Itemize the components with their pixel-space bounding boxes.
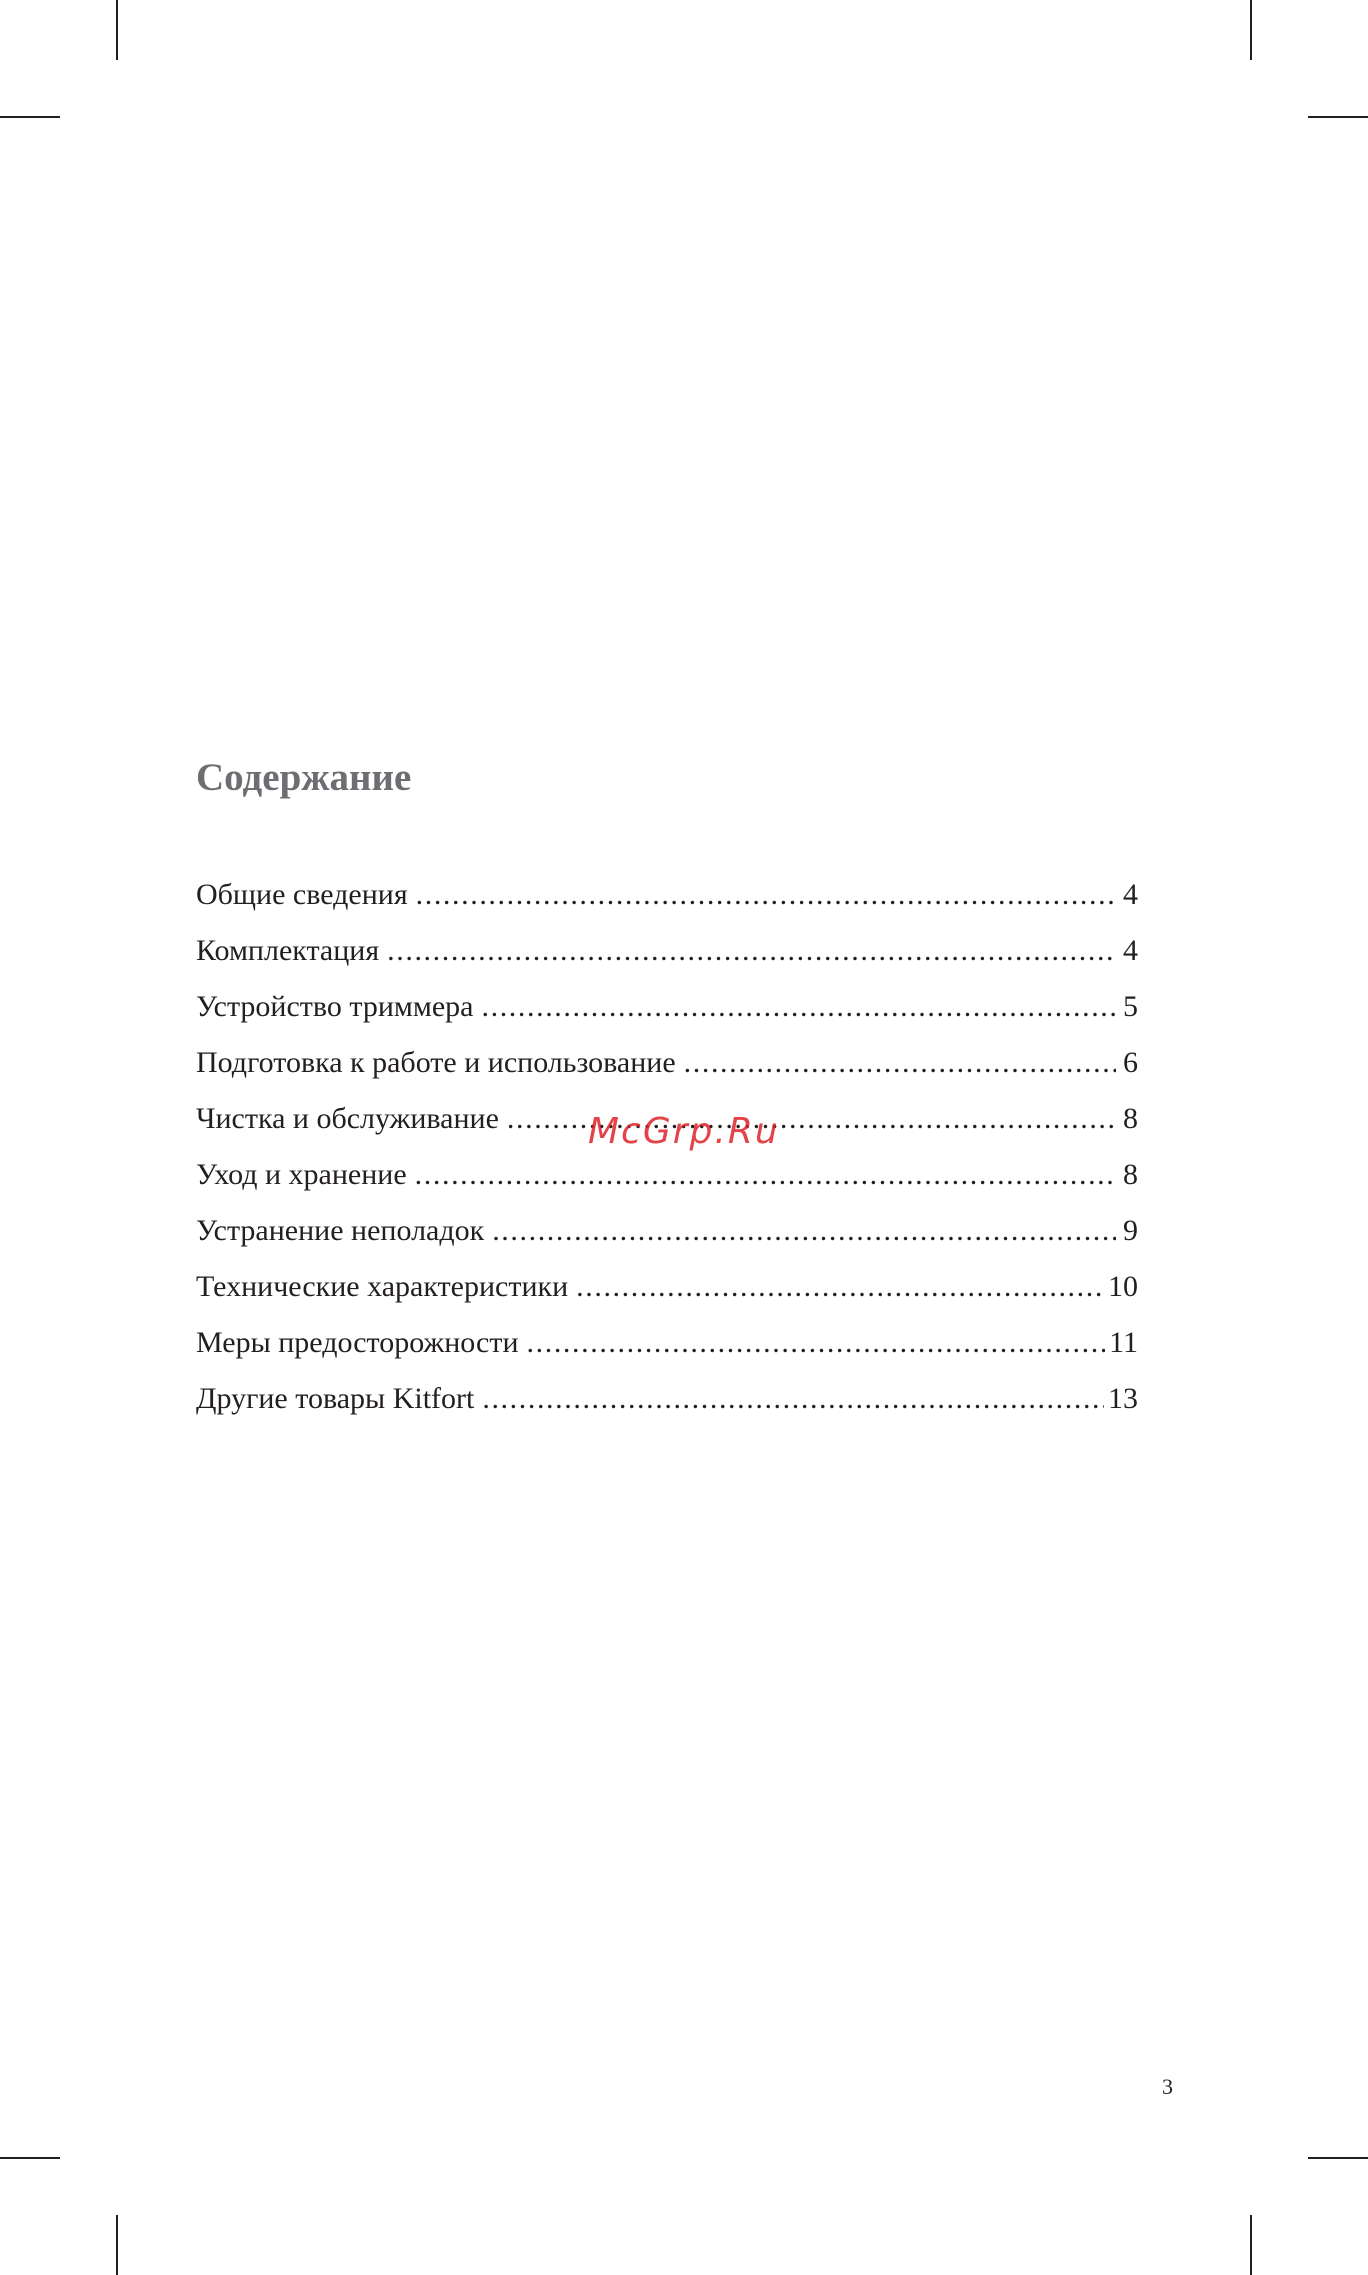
toc-entry-label: Общие сведения xyxy=(196,878,408,911)
crop-mark-top-left-horizontal xyxy=(0,116,60,118)
toc-entry-label: Другие товары Kitfort xyxy=(196,1382,475,1415)
toc-entry-label: Чистка и обслуживание xyxy=(196,1102,499,1135)
crop-mark-top-left-vertical xyxy=(116,0,118,60)
toc-entry-page: 10 xyxy=(1108,1270,1138,1303)
toc-entry-page: 9 xyxy=(1123,1214,1138,1247)
crop-mark-bottom-left-vertical xyxy=(116,2215,118,2275)
page-number: 3 xyxy=(1162,2074,1173,2099)
toc-entry[interactable] xyxy=(196,1160,1138,1216)
toc-entry-label: Подготовка к работе и использование xyxy=(196,1046,676,1079)
toc-leader-dots xyxy=(576,1272,1104,1302)
toc-entry[interactable] xyxy=(196,1048,1138,1104)
toc-entry-label: Технические характеристики xyxy=(196,1270,569,1303)
toc-entry[interactable] xyxy=(196,1272,1138,1328)
toc-entry[interactable] xyxy=(196,880,1138,936)
toc-entry-label: Комплектация xyxy=(196,934,380,967)
toc-leader-dots xyxy=(482,1384,1104,1414)
toc-leader-dots xyxy=(527,1328,1106,1358)
toc-entry-page: 4 xyxy=(1123,878,1138,911)
toc-leader-dots xyxy=(416,880,1116,910)
crop-mark-top-right-horizontal xyxy=(1308,116,1368,118)
toc-entry-label: Уход и хранение xyxy=(196,1158,407,1191)
toc-list xyxy=(196,880,1138,1440)
toc-leader-dots xyxy=(415,1160,1116,1190)
crop-mark-bottom-right-vertical xyxy=(1250,2215,1252,2275)
toc-leader-dots xyxy=(684,1048,1116,1078)
toc-entry-label: Меры предосторожности xyxy=(196,1326,519,1359)
toc-leader-dots xyxy=(387,936,1116,966)
toc-leader-dots xyxy=(492,1216,1116,1246)
crop-mark-top-right-vertical xyxy=(1250,0,1252,60)
toc-entry-page: 13 xyxy=(1108,1382,1138,1415)
toc-entry-page: 5 xyxy=(1123,990,1138,1023)
toc-entry-page: 8 xyxy=(1123,1102,1138,1135)
toc-entry[interactable] xyxy=(196,1328,1138,1384)
toc-leader-dots xyxy=(482,992,1117,1022)
toc-entry-page: 6 xyxy=(1123,1046,1138,1079)
toc-entry[interactable] xyxy=(196,936,1138,992)
toc-entry[interactable] xyxy=(196,1384,1138,1440)
toc-title: Содержание xyxy=(196,756,412,799)
crop-mark-bottom-right-horizontal xyxy=(1308,2157,1368,2159)
toc-entry[interactable] xyxy=(196,992,1138,1048)
toc-entry-label: Устранение неполадок xyxy=(196,1214,485,1247)
toc-entry-label: Устройство триммера xyxy=(196,990,474,1023)
toc-entry-page: 4 xyxy=(1123,934,1138,967)
watermark: McGrp.Ru xyxy=(588,1111,780,1152)
toc-entry-page: 8 xyxy=(1123,1158,1138,1191)
crop-mark-bottom-left-horizontal xyxy=(0,2157,60,2159)
toc-entry[interactable] xyxy=(196,1216,1138,1272)
toc-entry-page: 11 xyxy=(1109,1326,1138,1359)
